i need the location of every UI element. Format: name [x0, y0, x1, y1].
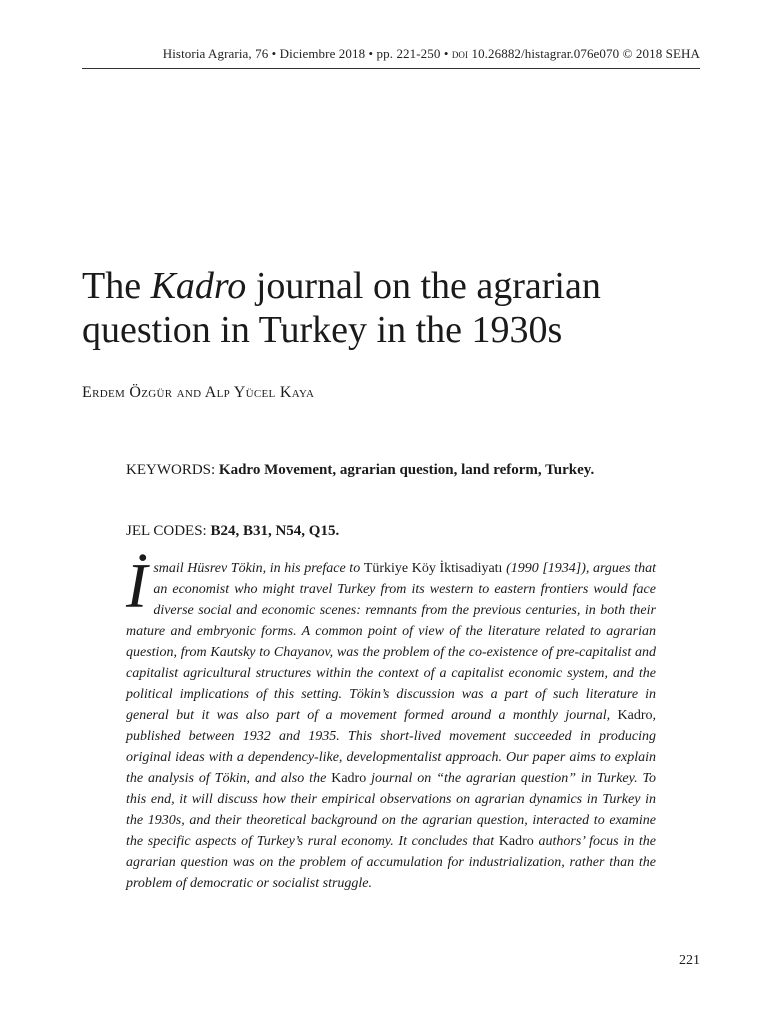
running-head-prefix: Historia Agraria, 76 • Diciembre 2018 • pp. 221-250 •	[162, 46, 452, 61]
abstract-text-4: journal on “the agrarian question” in Turkey. To this end, it will discuss how their empirical observations on agrarian dynamics in Turkey in the 1930s, and their theoretical background on the agrarian question, interacted to examine the specific aspects of Turkey’s rural economy. It concludes that	[126, 771, 656, 849]
running-head	[82, 46, 700, 62]
title-part-1: The	[82, 265, 151, 307]
abstract-text-3: , published between 1932 and 1935. This short-lived movement succeeded in producing original ideas with a dependency-like, developmentalist approach. Our paper aims to explain the analysis of Tökin, and also the	[126, 708, 656, 786]
abstract-roman-3: Kadro	[331, 771, 367, 786]
header-rule	[82, 68, 700, 69]
authors: Erdem Özgür and Alp Yücel Kaya	[82, 384, 315, 401]
jel-value: B24, B31, N54, Q15.	[210, 523, 340, 539]
jel-codes	[126, 521, 656, 542]
jel-label: JEL CODES:	[126, 523, 211, 539]
abstract-roman-2: Kadro	[617, 708, 653, 723]
abstract-text-5: authors’ focus in the agrarian question was on the problem of accumulation for industrialization, rather than the problem of democratic or socialist struggle.	[126, 834, 656, 891]
abstract-roman-1: Türkiye Köy İktisadiyatı	[363, 561, 503, 576]
keywords	[126, 460, 656, 481]
article-title	[82, 264, 702, 352]
title-italic: Kadro	[150, 265, 247, 307]
running-head-suffix: 10.26882/histagrar.076e070 © 2018 SEHA	[468, 46, 700, 61]
page-number: 221	[679, 953, 700, 968]
title-part-2: journal on the agrarian question in Turkey in the 1930s	[82, 265, 601, 351]
keywords-value: Kadro Movement, agrarian question, land reform, Turkey.	[218, 462, 595, 478]
abstract-roman-4: Kadro	[498, 834, 534, 849]
abstract	[126, 550, 656, 894]
abstract-text-2: (1990 [1934]), argues that an economist who might travel Turkey from its western to eastern frontiers would face diverse social and economic scenes: remnants from the previous centuries, in both their mature and embryonic forms. A common point of view of the literature related to agrarian question, from Kautsky to Chayanov, was the problem of the co-existence of pre-capitalist and capitalist agricultural structures within the context of a capitalist economic system, and the political implications of this setting. Tökin’s discussion was a part of such literature in general but it was also part of a movement formed around a monthly journal,	[126, 561, 656, 723]
abstract-text-1: smail Hüsrev Tökin, in his preface to	[153, 561, 364, 576]
abstract-dropcap: İ	[126, 550, 148, 621]
keywords-label: KEYWORDS:	[126, 462, 219, 478]
running-head-doi-label: doi	[451, 46, 469, 61]
